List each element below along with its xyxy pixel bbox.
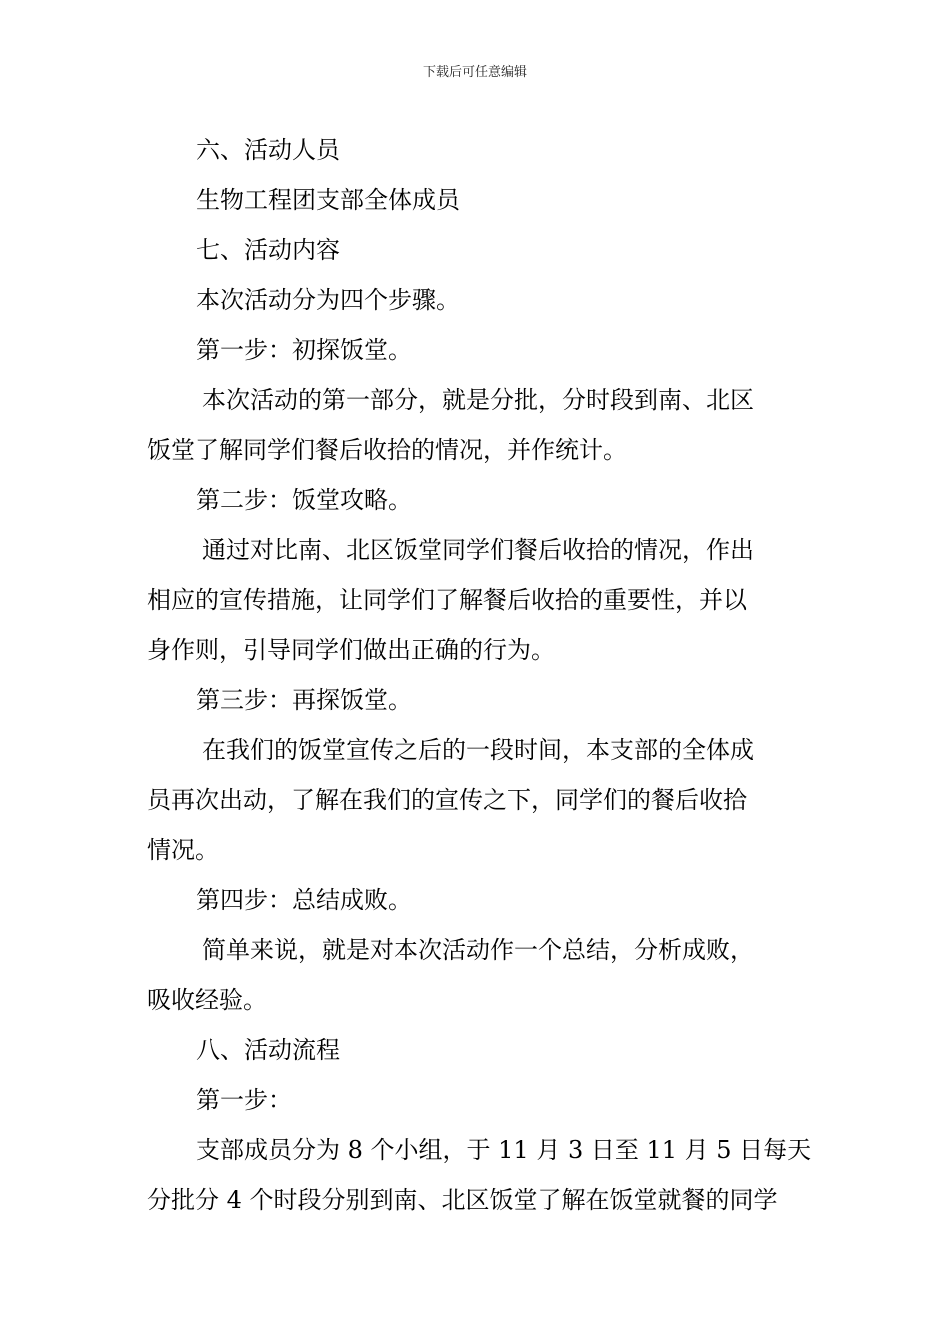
step-heading: 第一步：初探饭堂。 (196, 336, 412, 364)
paragraph-line: 本次活动分为四个步骤。 (196, 286, 460, 314)
document-body (147, 125, 817, 1225)
paragraph-line: 分批分 4 个时段分别到南、北区饭堂了解在饭堂就餐的同学 (147, 1186, 778, 1214)
paragraph-line: 相应的宣传措施，让同学们了解餐后收拾的重要性，并以 (147, 586, 747, 614)
step-heading: 第四步：总结成败。 (196, 886, 412, 914)
paragraph-line: 饭堂了解同学们餐后收拾的情况，并作统计。 (147, 436, 627, 464)
paragraph-line: 在我们的饭堂宣传之后的一段时间，本支部的全体成 (202, 736, 754, 764)
step-heading: 第二步：饭堂攻略。 (196, 486, 412, 514)
section-heading: 八、活动流程 (196, 1036, 340, 1064)
section-heading: 六、活动人员 (196, 136, 340, 164)
paragraph-line: 生物工程团支部全体成员 (196, 186, 460, 214)
page-header: 下载后可任意编辑 (422, 65, 527, 80)
paragraph-line: 身作则，引导同学们做出正确的行为。 (147, 636, 555, 664)
paragraph-line: 情况。 (147, 836, 219, 864)
paragraph-line: 简单来说，就是对本次活动作一个总结，分析成败， (202, 936, 754, 964)
paragraph-line: 支部成员分为 8 个小组，于 11 月 3 日至 11 月 5 日每天 (196, 1136, 812, 1164)
paragraph-line: 员再次出动，了解在我们的宣传之下，同学们的餐后收拾 (147, 786, 747, 814)
section-heading: 七、活动内容 (196, 236, 340, 264)
step-heading: 第一步： (196, 1086, 292, 1114)
step-heading: 第三步：再探饭堂。 (196, 686, 412, 714)
paragraph-line: 通过对比南、北区饭堂同学们餐后收拾的情况，作出 (202, 536, 754, 564)
paragraph-line: 吸收经验。 (147, 986, 267, 1014)
paragraph-line: 本次活动的第一部分，就是分批，分时段到南、北区 (202, 386, 754, 414)
